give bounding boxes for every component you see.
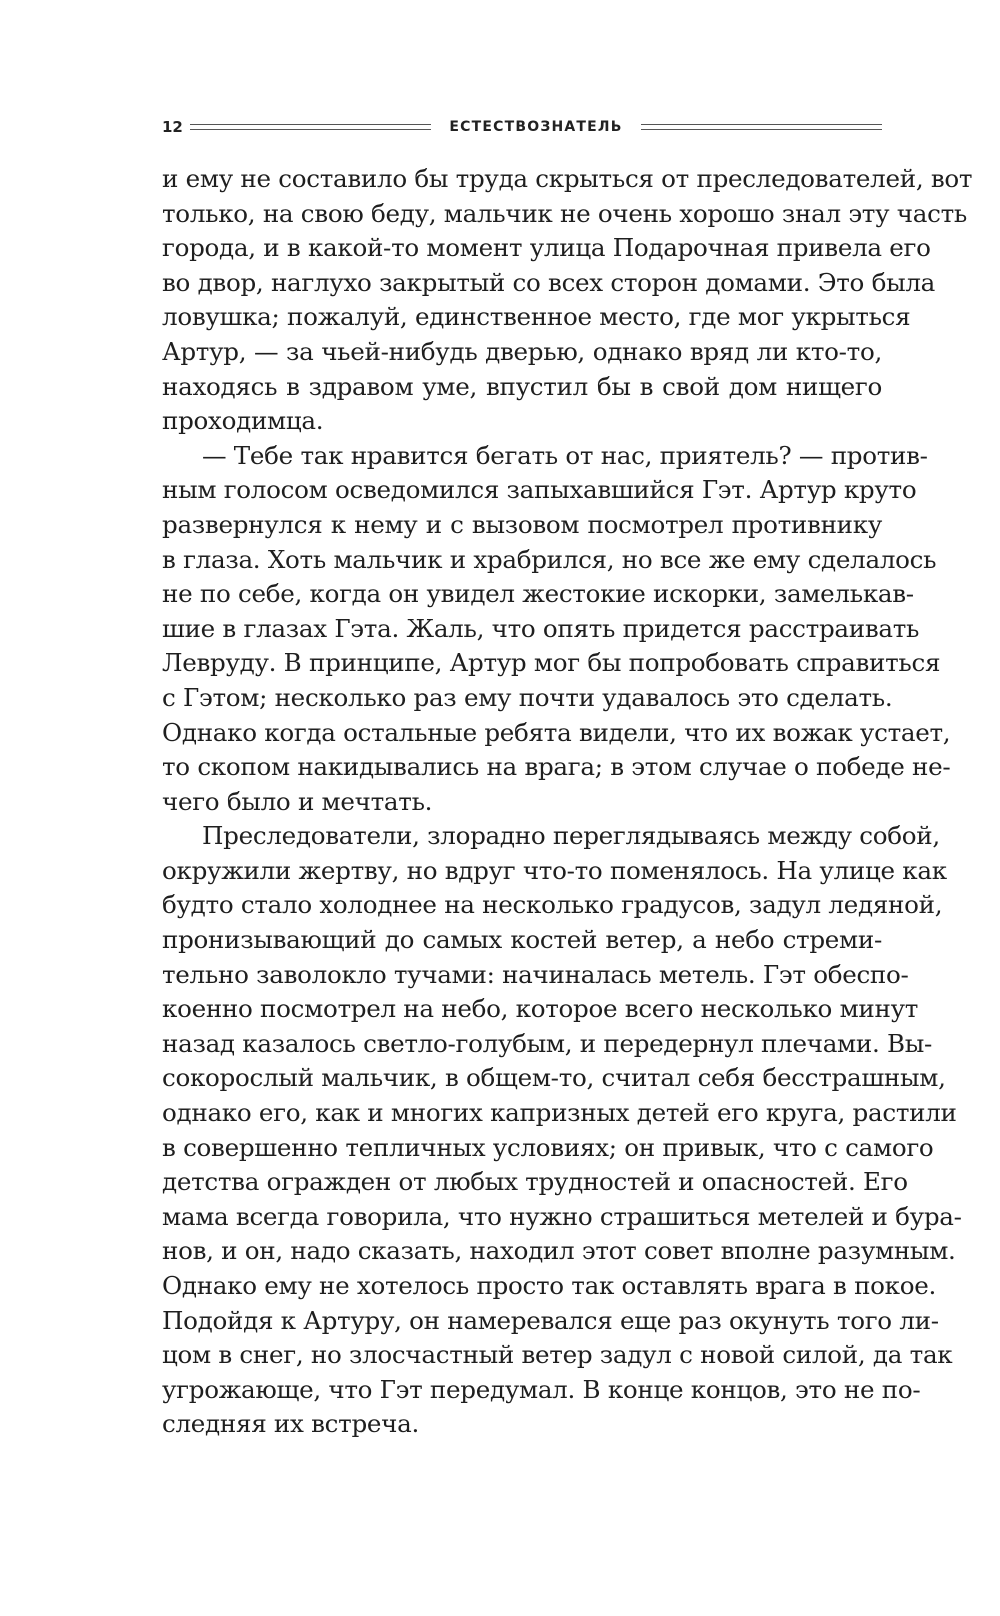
text-line: развернулся к нему и с вызовом посмотрел противнику: [162, 509, 882, 539]
body-text: [162, 162, 973, 1442]
text-line: с Гэтом; несколько раз ему почти удавалось это сделать.: [162, 682, 893, 712]
text-line: ловушка; пожалуй, единственное место, где мог укрыться: [162, 302, 911, 332]
text-line: то скопом накидывались на врага; в этом случае о победе не-: [162, 752, 951, 782]
running-header: [162, 114, 882, 140]
text-line: назад казалось светло-голубым, и передернул плечами. Вы-: [162, 1028, 933, 1058]
text-line: однако его, как и многих капризных детей его круга, растили: [162, 1098, 957, 1128]
text-line: ным голосом осведомился запыхавшийся Гэт. Артур круто: [162, 475, 917, 505]
text-line: тельно заволокло тучами: начиналась метель. Гэт обеспо-: [162, 959, 909, 989]
text-line: следняя их встреча.: [162, 1409, 419, 1439]
text-line: Однако ему не хотелось просто так оставлять врага в покое.: [162, 1271, 937, 1300]
header-rule-right: [641, 124, 882, 130]
text-line: Подойдя к Артуру, он намеревался еще раз окунуть того ли-: [162, 1305, 939, 1335]
text-line: чего было и мечтать.: [162, 786, 433, 816]
text-line: пронизывающий до самых костей ветер, а небо стреми-: [162, 925, 882, 955]
text-line: только, на свою беду, мальчик не очень хорошо знал эту часть: [162, 198, 967, 228]
text-line: будто стало холоднее на несколько градусов, задул ледяной,: [162, 890, 943, 920]
header-rule-left: [190, 124, 431, 130]
text-line: Левруду. В принципе, Артур мог бы попробовать справиться: [162, 648, 941, 678]
text-line: Преследователи, злорадно переглядываясь между собой,: [202, 821, 940, 851]
text-line: Однако когда остальные ребята видели, что их вожак устает,: [162, 717, 951, 747]
text-line: и ему не составило бы труда скрыться от преследователей, вот: [162, 164, 973, 193]
text-line: — Тебе так нравится бегать от нас, приятель? — против-: [202, 440, 928, 470]
text-line: мама всегда говорила, что нужно страшиться метелей и бура-: [162, 1201, 962, 1231]
text-line: в глаза. Хоть мальчик и храбрился, но все же ему сделалось: [162, 544, 937, 574]
text-line: не по себе, когда он увидел жестокие искорки, замелькав-: [162, 579, 914, 609]
text-line: угрожающе, что Гэт передумал. В конце концов, это не по-: [162, 1374, 921, 1404]
text-line: нов, и он, надо сказать, находил этот совет вполне разумным.: [162, 1236, 956, 1266]
text-line: во двор, наглухо закрытый со всех сторон домами. Это была: [162, 267, 936, 297]
text-line: города, и в какой-то момент улица Подарочная привела его: [162, 233, 931, 263]
text-line: детства огражден от любых трудностей и опасностей. Его: [162, 1167, 908, 1197]
text-line: сокорослый мальчик, в общем-то, считал себя бесстрашным,: [162, 1063, 946, 1093]
text-line: окружили жертву, но вдруг что-то поменялось. На улице как: [162, 855, 947, 885]
text-line: шие в глазах Гэта. Жаль, что опять придется расстраивать: [162, 613, 920, 643]
text-line: в совершенно тепличных условиях; он привык, что с самого: [162, 1132, 934, 1162]
running-title: ЕСТЕСТВОЗНАТЕЛЬ: [449, 119, 623, 135]
text-line: проходимца.: [162, 406, 324, 436]
text-line: цом в снег, но злосчастный ветер задул с новой силой, да так: [162, 1340, 953, 1370]
text-line: находясь в здравом уме, впустил бы в свой дом нищего: [162, 371, 882, 401]
text-line: коенно посмотрел на небо, которое всего несколько минут: [162, 994, 919, 1024]
text-line: Артур, — за чьей-нибудь дверью, однако вряд ли кто-то,: [162, 336, 882, 366]
page-number: 12: [162, 118, 183, 136]
